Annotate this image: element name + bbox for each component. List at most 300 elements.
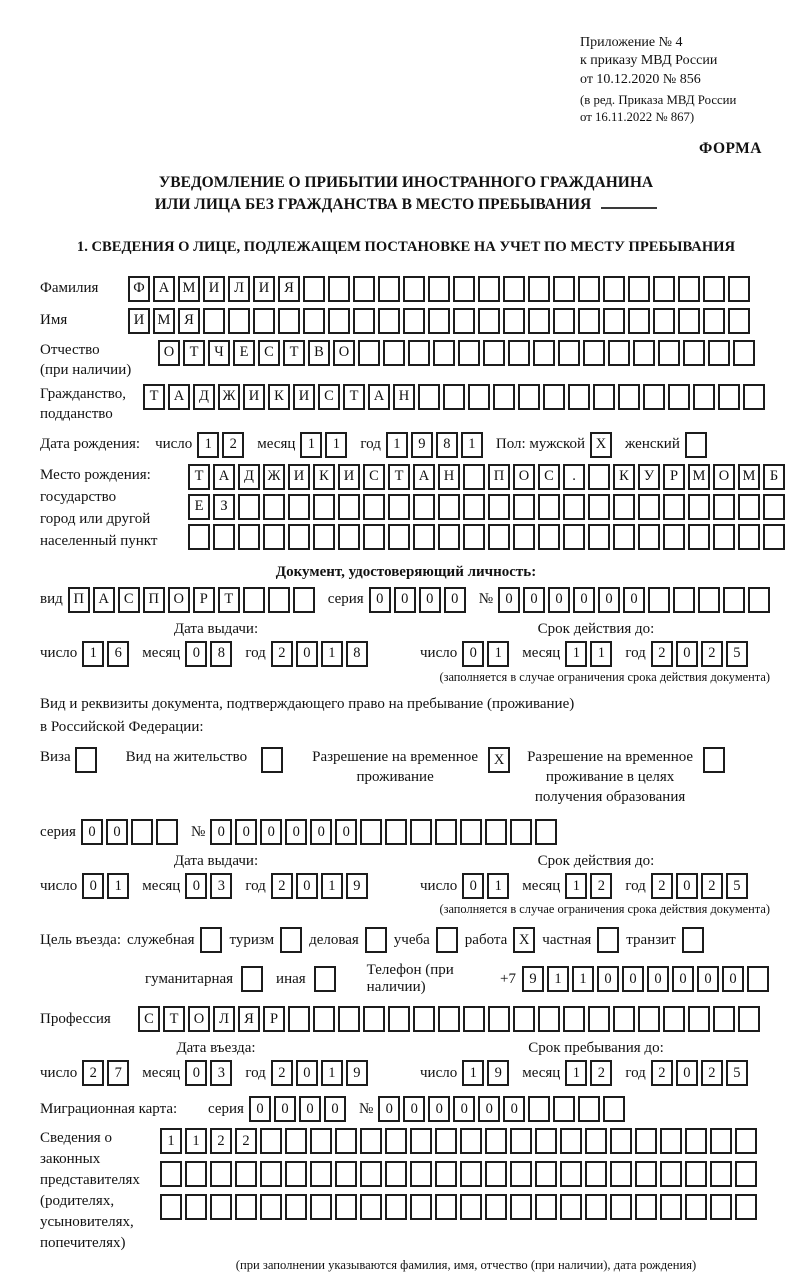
form-cell[interactable] xyxy=(633,340,655,366)
form-cell[interactable] xyxy=(603,276,625,302)
form-cell[interactable] xyxy=(408,340,430,366)
form-cell[interactable]: Н xyxy=(393,384,415,410)
doc-number-cells[interactable] xyxy=(498,587,773,613)
form-cell[interactable] xyxy=(458,340,480,366)
form-cell[interactable] xyxy=(263,524,285,550)
form-cell[interactable] xyxy=(338,1006,360,1032)
residence-permit-checkbox[interactable] xyxy=(261,747,286,773)
form-cell[interactable]: 0 xyxy=(210,819,232,845)
form-cell[interactable] xyxy=(363,1006,385,1032)
form-cell[interactable]: 0 xyxy=(503,1096,525,1122)
doc-valid-month[interactable] xyxy=(565,641,615,667)
form-cell[interactable] xyxy=(160,1161,182,1187)
form-cell[interactable] xyxy=(235,1194,257,1220)
form-cell[interactable] xyxy=(578,1096,600,1122)
form-cell[interactable] xyxy=(338,524,360,550)
entry-day[interactable] xyxy=(82,1060,132,1086)
form-cell[interactable]: 5 xyxy=(726,1060,748,1086)
form-cell[interactable] xyxy=(510,819,532,845)
form-cell[interactable]: 0 xyxy=(369,587,391,613)
form-cell[interactable] xyxy=(683,340,705,366)
form-cell[interactable] xyxy=(710,1161,732,1187)
form-cell[interactable]: 0 xyxy=(462,641,484,667)
form-cell[interactable]: 0 xyxy=(453,1096,475,1122)
form-cell[interactable] xyxy=(453,308,475,334)
entry-month[interactable] xyxy=(185,1060,235,1086)
form-cell[interactable]: Р xyxy=(263,1006,285,1032)
form-cell[interactable] xyxy=(528,308,550,334)
form-cell[interactable]: 0 xyxy=(478,1096,500,1122)
form-cell[interactable] xyxy=(638,1006,660,1032)
form-cell[interactable] xyxy=(543,384,565,410)
form-cell[interactable] xyxy=(688,524,710,550)
form-cell[interactable] xyxy=(763,494,785,520)
form-cell[interactable] xyxy=(603,1096,625,1122)
form-cell[interactable]: И xyxy=(243,384,265,410)
form-cell[interactable] xyxy=(285,1194,307,1220)
form-cell[interactable] xyxy=(713,524,735,550)
form-cell[interactable]: 0 xyxy=(324,1096,346,1122)
form-cell[interactable] xyxy=(288,494,310,520)
form-cell[interactable] xyxy=(360,819,382,845)
form-cell[interactable] xyxy=(585,1194,607,1220)
form-cell[interactable] xyxy=(460,1194,482,1220)
form-cell[interactable]: М xyxy=(153,308,175,334)
form-cell[interactable]: 0 xyxy=(235,819,257,845)
form-cell[interactable]: 2 xyxy=(235,1128,257,1154)
form-cell[interactable] xyxy=(678,276,700,302)
form-cell[interactable] xyxy=(438,494,460,520)
form-cell[interactable] xyxy=(713,1006,735,1032)
form-cell[interactable] xyxy=(413,524,435,550)
form-cell[interactable] xyxy=(428,276,450,302)
form-cell[interactable]: 1 xyxy=(107,873,129,899)
doc-issue-day[interactable] xyxy=(82,641,132,667)
form-cell[interactable] xyxy=(503,276,525,302)
form-cell[interactable]: Л xyxy=(213,1006,235,1032)
representatives-row-1[interactable] xyxy=(160,1128,760,1154)
form-cell[interactable] xyxy=(628,276,650,302)
form-cell[interactable] xyxy=(468,384,490,410)
form-cell[interactable] xyxy=(436,927,458,953)
form-cell[interactable]: 8 xyxy=(436,432,458,458)
form-cell[interactable]: 0 xyxy=(81,819,103,845)
form-cell[interactable] xyxy=(460,1128,482,1154)
form-cell[interactable]: 1 xyxy=(487,873,509,899)
form-cell[interactable]: 0 xyxy=(299,1096,321,1122)
form-cell[interactable]: 5 xyxy=(726,641,748,667)
migration-card-series-cells[interactable] xyxy=(249,1096,349,1122)
form-cell[interactable]: 0 xyxy=(573,587,595,613)
form-cell[interactable]: 1 xyxy=(82,641,104,667)
form-cell[interactable] xyxy=(310,1194,332,1220)
form-cell[interactable]: 0 xyxy=(106,819,128,845)
entry-year[interactable] xyxy=(271,1060,371,1086)
birth-year-cells[interactable] xyxy=(386,432,486,458)
form-cell[interactable] xyxy=(428,308,450,334)
form-cell[interactable] xyxy=(338,494,360,520)
form-cell[interactable]: П xyxy=(488,464,510,490)
form-cell[interactable] xyxy=(303,276,325,302)
stay-doc-valid-year[interactable] xyxy=(651,873,751,899)
form-cell[interactable] xyxy=(578,276,600,302)
form-cell[interactable]: 8 xyxy=(210,641,232,667)
form-cell[interactable]: И xyxy=(253,276,275,302)
form-cell[interactable]: 0 xyxy=(598,587,620,613)
form-cell[interactable] xyxy=(160,1194,182,1220)
form-cell[interactable] xyxy=(578,308,600,334)
form-cell[interactable]: 1 xyxy=(590,641,612,667)
purpose-rabota-checkbox[interactable] xyxy=(513,927,538,953)
form-cell[interactable]: 0 xyxy=(444,587,466,613)
form-cell[interactable]: 9 xyxy=(346,1060,368,1086)
form-cell[interactable]: К xyxy=(613,464,635,490)
form-cell[interactable] xyxy=(510,1194,532,1220)
stay-until-year[interactable] xyxy=(651,1060,751,1086)
form-cell[interactable] xyxy=(278,308,300,334)
form-cell[interactable] xyxy=(535,1194,557,1220)
form-cell[interactable] xyxy=(288,524,310,550)
form-cell[interactable]: Т xyxy=(143,384,165,410)
form-cell[interactable] xyxy=(485,1161,507,1187)
form-cell[interactable]: 2 xyxy=(82,1060,104,1086)
form-cell[interactable] xyxy=(503,308,525,334)
form-cell[interactable]: А xyxy=(153,276,175,302)
form-cell[interactable]: 2 xyxy=(271,641,293,667)
form-cell[interactable] xyxy=(733,340,755,366)
form-cell[interactable] xyxy=(588,524,610,550)
form-cell[interactable]: 1 xyxy=(197,432,219,458)
form-cell[interactable]: 2 xyxy=(271,1060,293,1086)
doc-issue-month[interactable] xyxy=(185,641,235,667)
form-cell[interactable]: 1 xyxy=(547,966,569,992)
form-cell[interactable]: 2 xyxy=(590,1060,612,1086)
form-cell[interactable] xyxy=(597,927,619,953)
form-cell[interactable]: П xyxy=(68,587,90,613)
form-cell[interactable] xyxy=(335,1128,357,1154)
form-cell[interactable]: 2 xyxy=(701,873,723,899)
form-cell[interactable]: С xyxy=(363,464,385,490)
form-cell[interactable] xyxy=(435,1194,457,1220)
form-cell[interactable] xyxy=(488,524,510,550)
form-cell[interactable]: 2 xyxy=(271,873,293,899)
form-cell[interactable]: Т xyxy=(163,1006,185,1032)
form-cell[interactable]: 6 xyxy=(107,641,129,667)
form-cell[interactable] xyxy=(518,384,540,410)
form-cell[interactable]: С xyxy=(118,587,140,613)
form-cell[interactable] xyxy=(410,1128,432,1154)
form-cell[interactable] xyxy=(535,1161,557,1187)
form-cell[interactable] xyxy=(388,494,410,520)
form-cell[interactable] xyxy=(648,587,670,613)
form-cell[interactable] xyxy=(743,384,765,410)
form-cell[interactable] xyxy=(460,1161,482,1187)
form-cell[interactable]: 0 xyxy=(622,966,644,992)
form-cell[interactable]: X xyxy=(513,927,535,953)
form-cell[interactable] xyxy=(328,276,350,302)
representatives-row-3[interactable] xyxy=(160,1194,760,1220)
form-cell[interactable] xyxy=(280,927,302,953)
form-cell[interactable] xyxy=(438,524,460,550)
form-cell[interactable]: 0 xyxy=(428,1096,450,1122)
form-cell[interactable] xyxy=(588,1006,610,1032)
form-cell[interactable] xyxy=(685,1161,707,1187)
form-cell[interactable] xyxy=(413,494,435,520)
form-cell[interactable] xyxy=(75,747,97,773)
birth-place-row-1[interactable] xyxy=(188,464,788,490)
form-cell[interactable] xyxy=(365,927,387,953)
form-cell[interactable]: 1 xyxy=(321,1060,343,1086)
form-cell[interactable]: 1 xyxy=(565,1060,587,1086)
form-cell[interactable]: 0 xyxy=(462,873,484,899)
form-cell[interactable] xyxy=(560,1194,582,1220)
form-cell[interactable]: О xyxy=(333,340,355,366)
form-cell[interactable] xyxy=(735,1194,757,1220)
form-cell[interactable] xyxy=(478,276,500,302)
form-cell[interactable] xyxy=(703,747,725,773)
form-cell[interactable] xyxy=(435,819,457,845)
form-cell[interactable]: О xyxy=(513,464,535,490)
form-cell[interactable] xyxy=(678,308,700,334)
stay-doc-issue-day[interactable] xyxy=(82,873,132,899)
form-cell[interactable] xyxy=(613,494,635,520)
form-cell[interactable]: О xyxy=(188,1006,210,1032)
form-cell[interactable]: И xyxy=(203,276,225,302)
form-cell[interactable]: 0 xyxy=(185,641,207,667)
sex-male-checkbox[interactable] xyxy=(590,432,615,458)
form-cell[interactable] xyxy=(603,308,625,334)
form-cell[interactable]: 2 xyxy=(651,1060,673,1086)
form-cell[interactable] xyxy=(673,587,695,613)
form-cell[interactable] xyxy=(493,384,515,410)
doc-issue-year[interactable] xyxy=(271,641,371,667)
form-cell[interactable] xyxy=(703,308,725,334)
form-cell[interactable]: Е xyxy=(233,340,255,366)
form-cell[interactable] xyxy=(238,494,260,520)
form-cell[interactable] xyxy=(610,1128,632,1154)
form-cell[interactable]: А xyxy=(413,464,435,490)
form-cell[interactable]: 2 xyxy=(590,873,612,899)
form-cell[interactable] xyxy=(285,1161,307,1187)
form-cell[interactable]: 0 xyxy=(310,819,332,845)
form-cell[interactable]: Ф xyxy=(128,276,150,302)
form-cell[interactable] xyxy=(563,494,585,520)
form-cell[interactable] xyxy=(463,1006,485,1032)
form-cell[interactable]: 2 xyxy=(651,641,673,667)
form-cell[interactable] xyxy=(235,1161,257,1187)
form-cell[interactable]: 0 xyxy=(676,1060,698,1086)
form-cell[interactable] xyxy=(638,524,660,550)
form-cell[interactable] xyxy=(660,1194,682,1220)
stay-doc-number-cells[interactable] xyxy=(210,819,560,845)
form-cell[interactable] xyxy=(685,1194,707,1220)
form-cell[interactable]: А xyxy=(213,464,235,490)
purpose-ucheba-checkbox[interactable] xyxy=(436,927,461,953)
form-cell[interactable] xyxy=(735,1128,757,1154)
form-cell[interactable] xyxy=(485,1194,507,1220)
form-cell[interactable] xyxy=(438,1006,460,1032)
form-cell[interactable] xyxy=(418,384,440,410)
form-cell[interactable] xyxy=(413,1006,435,1032)
form-cell[interactable]: 9 xyxy=(346,873,368,899)
form-cell[interactable] xyxy=(703,276,725,302)
form-cell[interactable] xyxy=(510,1128,532,1154)
form-cell[interactable]: Т xyxy=(218,587,240,613)
form-cell[interactable] xyxy=(685,1128,707,1154)
form-cell[interactable]: 0 xyxy=(296,641,318,667)
form-cell[interactable]: X xyxy=(488,747,510,773)
form-cell[interactable] xyxy=(653,308,675,334)
name-cells[interactable] xyxy=(128,308,753,334)
form-cell[interactable]: 0 xyxy=(697,966,719,992)
stay-doc-issue-month[interactable] xyxy=(185,873,235,899)
form-cell[interactable]: 0 xyxy=(676,873,698,899)
form-cell[interactable] xyxy=(568,384,590,410)
form-cell[interactable] xyxy=(585,1128,607,1154)
form-cell[interactable] xyxy=(435,1128,457,1154)
form-cell[interactable] xyxy=(553,1096,575,1122)
form-cell[interactable] xyxy=(385,1128,407,1154)
form-cell[interactable]: 1 xyxy=(321,641,343,667)
form-cell[interactable]: 0 xyxy=(378,1096,400,1122)
form-cell[interactable] xyxy=(185,1194,207,1220)
form-cell[interactable]: Я xyxy=(278,276,300,302)
form-cell[interactable] xyxy=(443,384,465,410)
form-cell[interactable] xyxy=(188,524,210,550)
form-cell[interactable] xyxy=(253,308,275,334)
form-cell[interactable] xyxy=(353,276,375,302)
form-cell[interactable] xyxy=(738,1006,760,1032)
form-cell[interactable]: 0 xyxy=(185,1060,207,1086)
form-cell[interactable]: Д xyxy=(238,464,260,490)
visa-checkbox[interactable] xyxy=(75,747,100,773)
form-cell[interactable] xyxy=(635,1161,657,1187)
form-cell[interactable]: Т xyxy=(343,384,365,410)
form-cell[interactable]: К xyxy=(268,384,290,410)
form-cell[interactable] xyxy=(156,819,178,845)
form-cell[interactable]: 0 xyxy=(548,587,570,613)
form-cell[interactable] xyxy=(553,276,575,302)
form-cell[interactable] xyxy=(360,1194,382,1220)
form-cell[interactable] xyxy=(563,1006,585,1032)
stay-doc-series-cells[interactable] xyxy=(81,819,181,845)
form-cell[interactable] xyxy=(638,494,660,520)
form-cell[interactable] xyxy=(313,1006,335,1032)
form-cell[interactable] xyxy=(478,308,500,334)
form-cell[interactable] xyxy=(747,966,769,992)
form-cell[interactable]: 3 xyxy=(210,873,232,899)
birth-place-row-2[interactable] xyxy=(188,494,788,520)
form-cell[interactable] xyxy=(533,340,555,366)
form-cell[interactable] xyxy=(353,308,375,334)
profession-cells[interactable] xyxy=(138,1006,763,1032)
form-cell[interactable]: 2 xyxy=(210,1128,232,1154)
form-cell[interactable] xyxy=(558,340,580,366)
form-cell[interactable] xyxy=(303,308,325,334)
form-cell[interactable]: А xyxy=(168,384,190,410)
form-cell[interactable]: 0 xyxy=(498,587,520,613)
form-cell[interactable]: Ж xyxy=(263,464,285,490)
form-cell[interactable] xyxy=(635,1128,657,1154)
form-cell[interactable] xyxy=(260,1128,282,1154)
form-cell[interactable] xyxy=(738,494,760,520)
form-cell[interactable]: О xyxy=(158,340,180,366)
form-cell[interactable] xyxy=(185,1161,207,1187)
form-cell[interactable]: Я xyxy=(238,1006,260,1032)
form-cell[interactable]: М xyxy=(688,464,710,490)
citizenship-cells[interactable] xyxy=(143,384,768,410)
form-cell[interactable] xyxy=(463,494,485,520)
form-cell[interactable] xyxy=(200,927,222,953)
form-cell[interactable]: 0 xyxy=(394,587,416,613)
form-cell[interactable]: 0 xyxy=(296,1060,318,1086)
form-cell[interactable] xyxy=(131,819,153,845)
form-cell[interactable] xyxy=(538,524,560,550)
form-cell[interactable] xyxy=(453,276,475,302)
form-cell[interactable] xyxy=(660,1128,682,1154)
form-cell[interactable]: 0 xyxy=(523,587,545,613)
form-cell[interactable] xyxy=(610,1194,632,1220)
form-cell[interactable] xyxy=(513,524,535,550)
form-cell[interactable] xyxy=(410,1161,432,1187)
form-cell[interactable] xyxy=(588,494,610,520)
form-cell[interactable] xyxy=(403,308,425,334)
form-cell[interactable]: 0 xyxy=(285,819,307,845)
phone-cells[interactable] xyxy=(522,966,772,992)
form-cell[interactable]: Т xyxy=(188,464,210,490)
form-cell[interactable]: 1 xyxy=(487,641,509,667)
form-cell[interactable] xyxy=(513,494,535,520)
form-cell[interactable]: К xyxy=(313,464,335,490)
form-cell[interactable] xyxy=(635,1194,657,1220)
form-cell[interactable] xyxy=(238,524,260,550)
form-cell[interactable] xyxy=(485,819,507,845)
birth-month-cells[interactable] xyxy=(300,432,350,458)
form-cell[interactable]: О xyxy=(713,464,735,490)
form-cell[interactable] xyxy=(610,1161,632,1187)
form-cell[interactable]: 0 xyxy=(672,966,694,992)
doc-valid-year[interactable] xyxy=(651,641,751,667)
form-cell[interactable]: Б xyxy=(763,464,785,490)
purpose-delovaya-checkbox[interactable] xyxy=(365,927,390,953)
form-cell[interactable] xyxy=(228,308,250,334)
form-cell[interactable] xyxy=(360,1128,382,1154)
form-cell[interactable]: 0 xyxy=(403,1096,425,1122)
form-cell[interactable] xyxy=(593,384,615,410)
form-cell[interactable] xyxy=(728,276,750,302)
form-cell[interactable] xyxy=(628,308,650,334)
form-cell[interactable]: С xyxy=(258,340,280,366)
form-cell[interactable]: С xyxy=(318,384,340,410)
patronymic-cells[interactable] xyxy=(158,340,758,366)
form-cell[interactable]: 0 xyxy=(722,966,744,992)
form-cell[interactable]: 0 xyxy=(260,819,282,845)
form-cell[interactable] xyxy=(528,1096,550,1122)
form-cell[interactable] xyxy=(513,1006,535,1032)
form-cell[interactable]: О xyxy=(168,587,190,613)
form-cell[interactable] xyxy=(360,1161,382,1187)
form-cell[interactable]: 1 xyxy=(321,873,343,899)
form-cell[interactable]: 9 xyxy=(522,966,544,992)
form-cell[interactable] xyxy=(310,1128,332,1154)
form-cell[interactable]: 3 xyxy=(210,1060,232,1086)
stay-until-day[interactable] xyxy=(462,1060,512,1086)
form-cell[interactable] xyxy=(560,1128,582,1154)
form-cell[interactable]: 9 xyxy=(487,1060,509,1086)
form-cell[interactable] xyxy=(241,966,263,992)
form-cell[interactable] xyxy=(378,276,400,302)
form-cell[interactable]: 0 xyxy=(185,873,207,899)
